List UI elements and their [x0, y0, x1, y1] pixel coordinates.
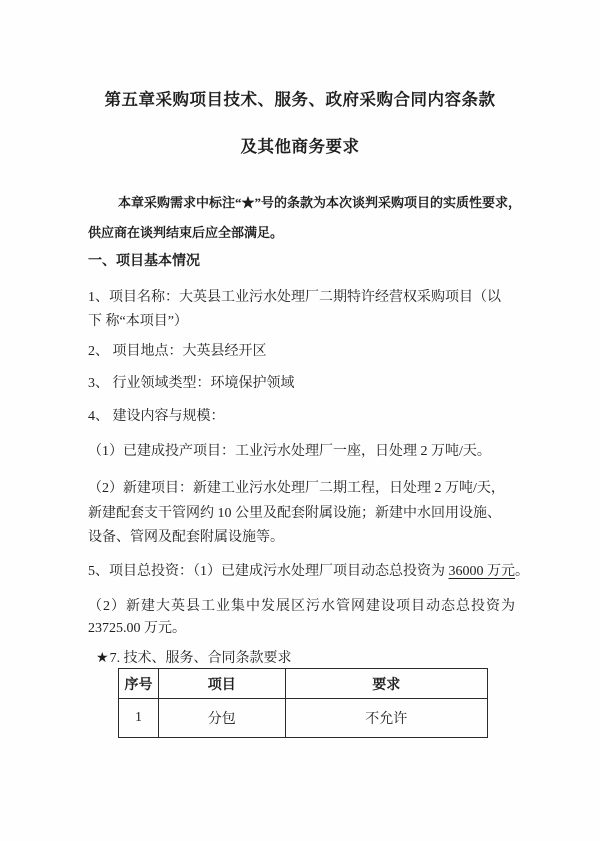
chapter-title-line2: 及其他商务要求 — [240, 137, 360, 156]
item3-industry-field: 3、 行业领域类型：环境保护领域 — [88, 376, 295, 391]
chapter-title-line1: 第五章采购项目技术、服务、政府采购合同内容条款 — [104, 90, 496, 109]
item1-project-name-line2: 下 称“本项目”） — [88, 314, 188, 329]
new-project-line1: （2）新建项目：新建工业污水处理厂二期工程，日处理 2 万吨/天， — [88, 481, 505, 496]
new-project-line3: 设备、管网及配套附属设施等。 — [88, 530, 284, 545]
intro-paragraph-line1: 本章采购需求中标注“★”号的条款为本次谈判采购项目的实质性要求， — [118, 195, 522, 210]
table-cell-no: 1 — [119, 699, 159, 738]
new-project-line2: 新建配套支干管网约 10 公里及配套附属设施；新建中水回用设施、 — [88, 506, 501, 521]
investment2-line2: 23725.00 万元。 — [88, 621, 186, 636]
table-cell-item: 分包 — [158, 699, 285, 738]
investment2-line1: （2）新建大英县工业集中发展区污水管网建设项目动态总投资为 — [88, 599, 516, 614]
clause-heading-text: 7. 技术、服务、合同条款要求 — [109, 651, 292, 666]
item5-text-pre: 5、项目总投资：（1）已建成污水处理厂项目动态总投资为 — [88, 564, 449, 579]
item5-underlined-amount: 36000 万元 — [448, 564, 515, 579]
section1-heading: 一、项目基本情况 — [88, 254, 200, 269]
item1-project-name-line1: 1、项目名称：大英县工业污水处理厂二期特许经营权采购项目（以 — [88, 290, 501, 305]
item5-total-investment — [88, 560, 529, 584]
table-row — [119, 699, 488, 738]
item4-construction-scale: 4、 建设内容与规模： — [88, 409, 225, 424]
built-project-line: （1）已建成投产项目：工业污水处理厂一座，日处理 2 万吨/天。 — [88, 444, 491, 459]
table-header-requirement: 要求 — [285, 669, 487, 699]
clause-requirements-table — [118, 668, 488, 738]
intro-paragraph-line2: 供应商在谈判结束后应全部满足。 — [88, 225, 284, 240]
item2-project-location: 2、 项目地点：大英县经开区 — [88, 344, 267, 359]
table-cell-requirement: 不允许 — [285, 699, 487, 738]
table-header-row — [119, 669, 488, 699]
item5-text-post: 。 — [515, 564, 529, 579]
star-icon: ★ — [96, 651, 109, 666]
table-header-item: 项目 — [158, 669, 285, 699]
table-header-no: 序号 — [119, 669, 159, 699]
